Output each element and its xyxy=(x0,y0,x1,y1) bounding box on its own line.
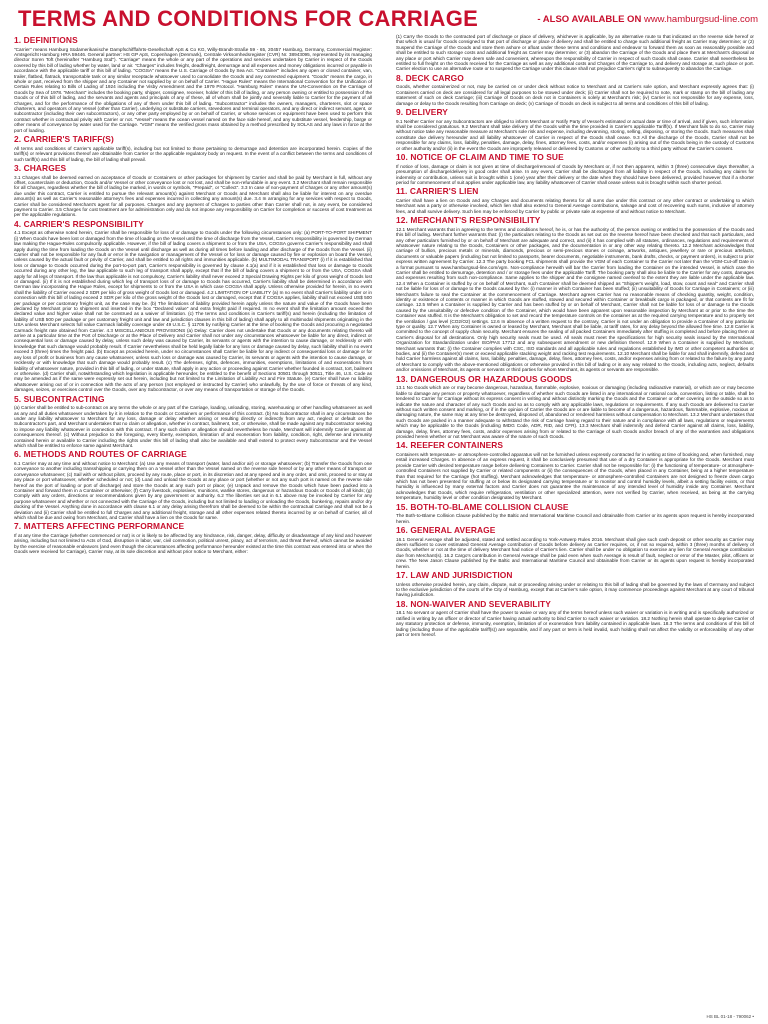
section-text: 4.1 Except as otherwise noted herein, Carrier shall be responsible for loss of or damage to Goods under the following circumstances only: (a) PORT-TO-PORT SHIPMENT (i) When Goods have been lost or damaged from the time of loading on the Vessel until the time of discharge from the Vessel, Carrier's responsibility is governed by German law making the Hague-Rules compulsorily applicable. However, if the bill of lading covers a shipment to or from the USA, COGSA governs Carrier's responsibility and shall apply during the time from loading the Goods on the Vessel until discharge as well as during all times before loading and after discharge of the Goods from the Vessel. (ii) Carrier shall not be responsible for any fault or error in the navigation or management of the Vessel or for loss or damage caused by fire or explosion on board the Vessel, unless caused by the actual fault or privity of Carrier, and shall be entitled to all rights and immunities applicable. (b) MULTIMODAL TRANSPORT (i) If it is established that loss or damage to Goods occurred during the port-to-port part, Carrier's responsibility is governed by clause 4.1(a) and if it is established that loss or damage to Goods occurred during any other leg, the law applicable to such leg of transport shall apply, except that if the bill of lading covers a shipment to or from the USA, COGSA shall apply for all legs of transport. If the law thus applicable is not compulsory, Carrier's liability shall never exceed 2 Special Drawing Rights per kilo of gross weight of Goods lost or damaged. (ii) If it is not established during which leg of transport loss of or damage to Goods has occurred, Carrier's liability shall be determined in accordance with German law incorporating the Hague Rules, except for shipments to or from the USA in which case COGSA shall apply. Unless otherwise provided for herein, in no event shall the liability of Carrier exceed 2 SDR per kilo of gross weight of Goods lost or damaged. 4.2 LIMITATION OF LIABILITY (a) In no event shall Carrier's liability under or in connection with this bill of lading exceed 2 SDR per kilo of the gross weight of the Goods lost or damaged, except that if COGSA applies, liability shall not exceed US$ 500 per package or per customary freight unit, as the case may be. (b) The limitations of liability provided herein apply unless the nature and value of the Goods have been declared by Merchant prior to shipment and inserted in the box "Declared value" and extra freight paid if required. In no event shall the limitation amount exceed the declared value and higher value shall not be construed as a waiver of limitation. (c) The terms and conditions in Carrier's tariff(s) and herein (including the limitation of liability of US$ 500 per package or per customary freight unit and law and jurisdiction clauses in this bill of lading) shall apply to all multimodal shipments originating in the USA unless Merchant selects full value Carmack liability coverage under 49 U.S.C. § 11706 by notifying Carrier at the time of booking the Goods and procuring a negotiated Carmack freight rate obtained from Carrier. 4.3 MISCELLANEOUS PROVISIONS (a) Delay: Carrier does not undertake that Goods or any documents relating thereto will arrive at a particular time at the Port of Discharge or at the Place of Delivery and Carrier shall not under any circumstances whatsoever be liable for any direct, indirect or consequential loss or damage caused by delay, unless such delay was caused by Carrier, its servants or agents with the intention to cause damage, or recklessly or with knowledge that such damage would probably result. If Carrier nevertheless shall be held legally liable for any loss or damage caused by delay, such liability shall in no event exceed 3 (three) times the freight paid. (b) Except as provided herein, under no circumstances shall Carrier be liable for any indirect or consequential loss or damage or for any loss of profit or business from any cause whatsoever, unless such loss or damage was caused by Carrier, its servants or agents with the intention to cause damage, or recklessly or with knowledge that such damage would probably result. (c) The defenses, rights, defences, immunities, exemptions, limitations of and exonerations from liability of whatsoever nature, provided in this bill of lading, or under statute, shall apply in any action or proceeding against Carrier whether founded in contract, tort, bailment or otherwise. (d) Carrier shall, notwithstanding which legislation is applicable hereunder, be entitled to the benefit of Sections 30501 through 30511, Title 46, U.S. Code as may be amended as if the same were expressly set out herein, including but not limited to the Limitation of Liability Act and Fire Statute. (e) Carrier shall have no liability whatsoever arising out of or in connection with the acts of any person (not employed or instructed by Carrier) who unlawfully, by the use of force or threats of any kind, damages, seizes, or exercises control over the Goods, over any Subcontractor, or over any means of transportation or storage of the Goods. xyxy=(14,230,372,393)
section-heading: 3. CHARGES xyxy=(14,162,67,173)
section-methods-and-routes xyxy=(14,450,372,520)
form-code: HS BL 01-18 - 790062 • xyxy=(706,1014,754,1019)
section-subcontracting xyxy=(14,395,372,449)
header xyxy=(18,6,758,32)
section-carriers-responsibility xyxy=(14,220,372,393)
section-text: 3.1 Charges shall be deemed earned on acceptance of Goods or Containers or other packages for shipment by Carrier and shall be paid by Merchant in full, without any offset, counterclaim or deduction, Goods and/or Vessel or other conveyance lost or not lost, and shall be non-refundable in any event. 3.2 Merchant shall remain responsible for all Charges, regardless whether the bill of lading be marked, in words or symbols, "Prepaid", or "Collect". 3.3 In case of non-payment of Charges or any other amount(s) due under this contract, Carrier is entitled to pursue the relevant amount(s) against Merchant or Goods and Merchant shall also be liable for interest on any overdue amount(s) as well as Carrier's reasonable attorney's fees and expenses incurred in collecting any amount(s) due. 3.4 In arranging for any services with respect to Goods, Carrier shall be considered Merchant's agent for all purposes. Charges and any payment of Charges to parties other than Carrier shall not, in any event, be considered payment to Carrier. 3.5 Charges for cost treatment are for administration only and do not impose any responsibility on Carrier for completion or success of cost treatment as per the applicable regulations. xyxy=(14,174,372,218)
section-text: 9.1 Neither Carrier nor any Subcontractors are obliged to inform Merchant or Notify Party of Vessel's estimated or actual date or time of arrival, and if given, such information shall be considered gratuitous. 9.2 Merchant shall take delivery of the Goods within the time provided in Carrier's applicable Tariff(s). If Merchant fails to do so, Carrier may without notice take any reasonable measure at Merchant's sole risk and expense, including devanning, storing, selling, disposing, or storing the Goods. Such measures shall constitute due delivery hereunder and all liability whatsoever of Carrier in respect of the Goods shall cease. 9.3 All the discharge of the Goods, Carrier shall not be responsible for any claims, loss, liability, penalties, damage, delay, fines, attorney fees, costs, and/or expenses (i) arising out of the Goods being in the custody of Customs or other authority and/or (ii) in the event the Goods are improperly released or delivered by Customs or other authority to a third party without the Carrier's consent. xyxy=(396,118,754,151)
section-heading: 5. SUBCONTRACTING xyxy=(14,393,105,404)
section-non-waiver xyxy=(396,600,754,638)
section-carriers-tariff xyxy=(14,135,372,162)
section-text: Goods, whether containerized or not, may be carried on or under deck without notice to Merchant and at Carrier's sole option, and Merchant expressly agrees that: (i) Containers carried on deck are considered for all legal purposes to be stowed under deck; (ii) Carrier shall not be required to note, mark or stamp on the bill of lading any statement of such on deck Carriage; (iii) Carriage of Goods on deck not in Containers is solely at Merchant's risk; (iv) Carrier is not responsible for any expense, loss, damage or delay to the Goods resulting from Carriage on deck; (v) Carriage of Goods on deck is subject to all terms and conditions of this bill of lading. xyxy=(396,84,754,106)
right-column xyxy=(396,34,754,1012)
section-heading: 1. DEFINITIONS xyxy=(14,35,78,45)
section-text: Unless otherwise provided herein, any claim, dispute, suit or proceeding arising under or relating to this bill of lading shall be governed by the laws of Germany and subject to the exclusive jurisdiction of the courts of the City of Hamburg, except that at Carrier's sole option, it may commence proceedings against Merchant at any court of tribunal having jurisdiction. xyxy=(396,581,754,598)
section-heading: 15. BOTH-TO-BLAME COLLISION CLAUSE xyxy=(396,501,569,512)
section-notice-of-claim xyxy=(396,153,754,185)
section-heading: 12. MERCHANT'S RESPONSIBILITY xyxy=(396,215,541,226)
section-heading: 8. DECK CARGO xyxy=(396,72,464,83)
section-heading: 14. REEFER CONTAINERS xyxy=(396,440,504,451)
section-text: 18.1 No servant or agent of Carrier shall have the power to waive or vary any of the terms hereof unless such waiver or variation is in writing and is specifically authorized or ratified in writing by an officer or director of Carrier having actual authority to bind Carrier to such waiver or variation. 18.2 Nothing herein shall operate to deprive Carrier of any statutory protection or defense, immunity, exemption, limitation of or exoneration from liability contained in applicable laws. 18.3 The terms and conditions of this bill of lading (including those of the applicable tariff(s)) are separable, and if any part or term is held invalid, such holding shall not affect the validity or enforceability of any other part or term hereof. xyxy=(396,610,754,638)
section-reefer-containers xyxy=(396,441,754,500)
section-heading: 17. LAW AND JURISDICTION xyxy=(396,570,513,581)
section-matters-affecting-performance xyxy=(14,522,372,554)
section-both-to-blame xyxy=(396,503,754,524)
section-matters-affecting-performance-continued xyxy=(396,34,754,72)
section-text: Carrier shall have a lien on Goods and any Charges and documents relating thereto for all sums due under this contract or any other contract or undertaking to which Merchant was a party or otherwise involved, which lien shall also extend to General Average contributions, salvage and cost of recovering such sums, inclusive of attorney fees, and shall survive delivery. Such lien may be enforced by Carrier by public or private sale at expense of and without notice to Merchant. xyxy=(396,197,754,214)
section-text: 16.1 General Average shall be adjusted, stated and settled according to York-Antwerp Rules 2016. Merchant shall give such cash deposit or other security as Carrier may deem sufficient to cover estimated General Average contribution of Goods before delivery as Carrier requires, or, if not so required, within 3 (three) months of delivery of Goods, whether or not at the time of delivery Merchant had notice of Carrier's lien. Carrier shall be under no obligation to exercise any lien for General Average contribution due from Merchant(s). 16.2 Cargo's contribution in General Average shall be paid even when such Average is result of fault, neglect or error of the Master, pilot, officers or crew. The New Jason Clause published by the Baltic and International Maritime Council and obtainable from Carrier or its agents upon request is hereby incorporated herein. xyxy=(396,536,754,569)
section-text: The Both-to-Blame Collision Clause published by the Baltic and International Maritime Council and obtainable from Carrier or its agents upon request is hereby incorporated herein. xyxy=(396,513,754,524)
section-text: All terms and conditions of Carrier's applicable tariff(s), including but not limited to those pertaining to demurrage and detention are incorporated herein. Copies of the tariff(s) or relevant provisions thereof are obtainable from Carrier or the applicable regulatory body on request. In the event of a conflict between the terms and conditions of such tariff(s) and this bill of lading, the bill of lading shall prevail. xyxy=(14,145,372,162)
section-text: If notice of loss, damage or claim is not given at time of discharge/removal of Goods by Merchant or, if not then apparent, within 3 (three) consecutive days thereafter, a presumption of discharge/delivery in good order shall arise. In any event, Carrier shall be discharged from all liability in respect of the Goods, including any claims for indemnity or contribution, unless suit is brought within 1 (one) year after their delivery or the date when they should have been delivered, provided however that if a shorter period for commencement of suit applies under applicable law, any liability whatsoever of Carrier shall cease unless suit is brought within such shorter period. xyxy=(396,163,754,185)
section-heading: 18. NON-WAIVER AND SEVERABILITY xyxy=(396,598,551,609)
section-heading: 7. MATTERS AFFECTING PERFORMANCE xyxy=(14,521,185,532)
section-text: 12.1 Merchant warrants that in agreeing to the terms and conditions hereof, he is, or has the authority of, the person owning or entitled to the possession of the Goods and this bill of lading. Merchant further warrants that: (i) the particulars relating to the Goods as set out on the reverse hereof have been checked and that such particulars, and any other particulars furnished by or on behalf of Merchant are adequate and correct, and (ii) it has complied with all statutes, ordinances, regulations and requirements of whatsoever nature relating to the Goods, Containers or other packages, and the documentation in or any other way relating thereto. 12.2 Merchant acknowledges that carriage of bullion, precious metals or minerals, diamonds, precious or semi-precious stones or coinage, artworks, antiques, jewellery or rare or precious artefacts, documents or valuable papers (including but not limited to passports, bearer documents, negotiable instruments, bank drafts, checks, or payment orders), is subject to prior express written agreement by Carrier. 12.3 The party booking FCL shipments shall provide the VGM of each Container to the Carrier not later than the VGM-Cut-off Date in a format pursuant to www.hamburgsud-line.com/vgm. Non-compliance herewith will bar the Carrier from loading the Container on the intended Vessel, in which case the Carrier shall be entitled to demurrage, detention and / or storage fees under the applicable Tariff. The booking party shall also be liable to the Carrier for any costs, damages and expenses resulting from such non-compliance. Same applies to the shipper and the consignee named overleaf to the extent they are liable under the applicable law. 12.4 When a Container is stuffed by or on behalf of Merchant, such Container shall be deemed shipped as "Shipper's weight, load, stow, count and seal" and Carrier shall not be liable for loss of or damage to the Goods caused by the: (i) manner in which Container has been stuffed; (ii) unsuitability of Goods for Carriage in Containers; or (iii) Merchant's failure to seal the Container at the commencement of Carriage. Merchant agrees Carrier has no reasonable means of checking quantity, weight, condition, identity or existence of contents or manner in which Goods are stuffed, stowed and secured within Container or breakbulk cargo is packaged, or that contents are fit for carriage. 12.5 When a Container is supplied by Carrier and has been stuffed by or on behalf of Merchant, Carrier shall not be liable for loss of or damage to the Goods caused by the unsuitability or defective condition of the Container, which would have been apparent upon reasonable inspection by Merchant at or prior to the time the Container was stuffed. It is the Merchant's obligation to set and record the temperature controls on the container as at the required carrying temperature and to properly set the ventilation / gas level (CO2/O2) settings. 12.6 In absence of a written request to the contrary, Carrier is not under an obligation to provide a Container of any particular type or quality. 12.7 When any Container is owned or leased by Merchant, Merchant shall be liable, at tariff rates, for any delay beyond the allowed free time. 12.8 Carrier is committed to the concept of supply chain security. Merchant ensures the sealing of all packed Containers immediately after stuffing is completed and before placing them at Carrier's disposal for all destinations. Only high security seals must be used. All seals must meet the specifications for high security seals issued by the International Organization for Standardization under ISO/PAS 17712 and any subsequent amendment or new definition thereof. 12.9 When a Container is supplied by Merchant, Merchant warrants that: (i) the Container complies with CSC, ISO standards and all applicable rules and regulations established by IMO or other competent authorities or bodies, and (ii) the Container(s) meet or exceed applicable stacking weight and racking test requirements. 12.10 Merchant shall be liable for and shall indemnify, defend and hold Carrier harmless against all claims, loss, liability, penalties, damage, delay, fines, attorney fees, costs, and/or expenses arising from or related to the failure by any party of Merchant to comply with the above-mentioned obligations or otherwise provided in this bill of lading or in any way related to the Goods, including acts, neglect, defaults and/or omissions of Merchant, its agents or servants or third parties for whom Merchant, its agents or servants are responsible. xyxy=(396,226,754,373)
section-text: (a) Carrier shall be entitled to sub-contract on any terms the whole or any part of the Carriage, loading, unloading, storing, warehousing or other handling whatsoever as well as any and all duties whatsoever undertaken by it in relation to the Goods or Containers or performance of this contract. (b) No Subcontractor shall in any circumstances be under any liability whatsoever to Merchant for any loss, damage or delay whether arising or resulting directly or indirectly from any act, neglect or default on the Subcontractor's part, and Merchant undertakes that no claim or allegation, whether in contract, bailment, tort, or otherwise, shall be made against any Subcontractor seeking to impose any liability whatsoever in connection with this contract. If any such claim or allegation should nevertheless be made, Merchant will indemnify Carrier against all consequences thereof. (c) Without prejudice to the foregoing, every liberty, exemption, limitation of and exoneration from liability, condition, right, defense and immunity contained herein or available to Carrier including the rights under this bill of lading shall also be available and shall extend to protect every Subcontractor and the Vessel which shall be entitled to enforce same against Merchant. xyxy=(14,405,372,448)
section-merchants-responsibility xyxy=(396,216,754,373)
section-text: (1) Carry the Goods to the contracted port of discharge or place of delivery, whichever is applicable, by an alternative route to that indicated on the reverse side hereof or that which is usual for Goods consigned to that port of discharge or place of delivery and shall be entitled to charge such additional freight as Carrier may determine; or (2) Suspend the Carriage of the Goods and store them ashore or afloat under these terms and conditions and endeavor to forward them as soon as reasonably possible and shall be entitled to such storage costs and additional freight as Carrier may determine; or (3) abandon the Carriage of the Goods and place them at Merchant's disposal at any place or port which Carrier may deem safe and convenient, whereupon the responsibility of Carrier in respect of such Goods shall cease. Carrier shall nevertheless be entitled to full freight on the Goods received for the Carriage as well as any additional costs and Charges of the Carriage to, and delivery and storage at, such place or port. Carrier election to use an alternative route or to suspend the Carriage under this clause shall not prejudice Carrier's right to subsequently to abandon the Carriage. xyxy=(396,34,754,72)
page-title: TERMS AND CONDITIONS FOR CARRIAGE xyxy=(18,6,479,31)
section-text: 6.1 Carrier may at any time and without notice to Merchant: (a) Use any means of transport (water, land and/or air) or storage whatsoever; (b) Transfer the Goods from one conveyance to another including transshipping or carrying them on a Vessel other than the Vessel named on the reverse side hereof or by any other means of transport or conveyance whatsoever; (c) Sail with or without pilots, proceed by any route, place or port, in its discretion and at any speed and in any order, and omit, proceed to or stay at any place or port whatsoever, whether scheduled or not; (d) Load and unload the Goods at any place or port (whether or not any such port is named on the reverse side hereof as the port of loading or port of discharge) and store the Goods at any such port or place; (e) Unpack and remove the Goods which have been packed into a Container and forward them in a Container or otherwise; (f) Carry livestock, explosives, munitions, warlike stores, dangerous or hazardous Goods or Goods of all kinds; (g) Comply with any orders, directions or recommendations given by any government or authority. 6.2 The liberties set out in 6.1 above may be invoked by Carrier for any purpose whatsoever and whether or not connected with the Carriage of the Goods, including but not limited to loading or unloading the Goods, bunkering, repairs and/or dry docking of the Vessel. Anything done in accordance with clause 6.1 or any delay arising therefrom shall be deemed to be within the contractual Carriage and shall not be a deviation and (ii) Carrier shall be entitled to full Charges and any additional freight, storage and all other expenses related thereto incurred by or on behalf of Carrier, all of which shall be due and owing from Merchant, and Carrier shall have a lien on the Goods for same. xyxy=(14,460,372,521)
online-availability-note xyxy=(537,14,758,25)
section-carriers-lien xyxy=(396,187,754,214)
website-link[interactable]: www.hamburgsud-line.com xyxy=(643,14,758,25)
section-text: If at any time the Carriage (whether commenced or not) is or is likely to be affected by any hindrance, risk, danger, delay, difficulty or disadvantage of any kind and however arising, including but not limited to Acts of God, disruption in labor, war, civil commotion, political unrest, piracy, act of terrorism, and threat thereof, which cannot be avoided by the exercise of reasonable endeavors (and even though the circumstances affecting performance hereunder existed at the time this contract was entered into or when the Goods were received for Carriage), Carrier may, at its sole discretion and without prior notice to Merchant, either: xyxy=(14,533,372,555)
section-delivery xyxy=(396,108,754,151)
section-heading: 2. CARRIER'S TARIFF(S) xyxy=(14,134,114,145)
section-heading: 10. NOTICE OF CLAIM AND TIME TO SUE xyxy=(396,152,564,163)
section-text: Containers with temperature- or atmosphere-controlled apparatus will not be furnished unless expressly contracted for in writing at time of booking and, when furnished, may entail increased Charges. In absence of an express request, it shall be conclusively presumed that use of a dry Container is appropriate for the Goods. Merchant must provide Carrier with desired temperature range before delivering Containers to Carrier. Carrier shall not be responsible for: (i) the functioning of temperature- or atmosphere-controlled Containers not supplied by Carrier or related components or (ii) the consequences of the Goods, when placed in any Container, being at a higher temperature than that required for the Carriage (hot stuffing). Merchant acknowledges that temperature- or atmosphere-controlled Containers are not designed to freeze down cargo which has not been presented for stuffing at or below its designated carrying temperature or to monitor and control humidity levels, albeit a setting facility exists, or that humidity is influenced by many external factors and Carrier does not guarantee the maintenance of any intended level of humidity inside any Container. Merchant acknowledges that Goods, which require refrigeration, ventilation or other specialized attention, were not verified by Carrier, when received, as being at the carrying temperature, humidity level or other condition designated by Merchant. xyxy=(396,451,754,501)
section-deck-cargo xyxy=(396,74,754,106)
section-heading: 6. METHODS AND ROUTES OF CARRIAGE xyxy=(14,449,187,460)
section-heading: 11. CARRIER'S LIEN xyxy=(396,186,479,197)
section-general-average xyxy=(396,526,754,569)
section-dangerous-goods xyxy=(396,375,754,440)
section-charges xyxy=(14,164,372,218)
section-heading: 13. DANGEROUS OR HAZARDOUS GOODS xyxy=(396,373,572,384)
section-heading: 9. DELIVERY xyxy=(396,107,448,118)
section-definitions xyxy=(14,36,372,133)
section-law-and-jurisdiction xyxy=(396,571,754,598)
section-text: 13.1 No Goods which are or may become dangerous, hazardous, flammable, explosive, noxious or damaging (including radioactive material), or which are or may become liable to damage any person or property whatsoever, regardless of whether such Goods are listed in any international or national code, convention, listing or table, shall be tendered to Carrier for Carriage without its express consent in writing and without distinctly marking the Goods and the Container or other covering on the outside so as to indicate the nature and character of any such Goods and so as to comply with any applicable laws, regulations or requirements. If any such Goods are delivered to Carrier without such written consent and marking, or if in the opinion of Carrier the Goods are or are liable to become of a dangerous, hazardous, flammable, explosive, noxious or damaging nature, the same may at any time be destroyed, disposed of, abandoned or rendered harmless without compensation to Merchant. 13.2 Merchant undertakes that such Goods are packed in a manner adequate to withstand the risk of Carriage having regard to their nature and in compliance with all laws, regulations or requirements which may be applicable to the Goods (including IMDG Code, ADR, RID, and CFR). 13.3 Merchant shall indemnify and defend Carrier against all claims, loss, liability, damage, delay, fines, attorney fees, costs, and/or expenses arising from or related to the Carriage of such Goods and/or breach of any of the warranties and obligations provided herein whether or not Merchant was aware of the nature of such Goods. xyxy=(396,385,754,439)
section-heading: 16. GENERAL AVERAGE xyxy=(396,525,496,535)
left-column xyxy=(14,34,372,1012)
section-heading: 4. CARRIER'S RESPONSIBILITY xyxy=(14,218,144,229)
section-text: "Carrier" means Hamburg Südamerikanische Dampfschifffahrts-Gesellschaft ApS & Co KG, Willy-Brandt-Straße 59 - 65, 20457 Hamburg, Germany, Commercial Register: Amtsgericht Hamburg HRA 59446. General partner: HS GP ApS, Copenhagen (Denmark), Centrale Virksomhedsregister (CVR) Nr. 38943095, represented by its managing director Soren Toft (hereinafter "Hamburg Süd"). "Carriage" means the whole or any part of the operations and services undertaken by Carrier in respect of the Goods covered by this bill of lading whether by water, land or air. "Charges" includes freight, deadfreight, demurrage and all expenses and money obligations incurred or payable in accordance with the applicable tariff or this bill of lading. "COGSA" means the U.S. Carriage of Goods by Sea Act. "Container" includes any open or closed container, van, trailer, flatbed, flatrack, transportable tank or any similar receptacle whatsoever used to consolidate the Goods and any connected equipment. "Goods" means the cargo, in whole or part, received from the shipper and any Container not supplied by or on behalf of Carrier. "Hague Rules" means the International Convention for the Unification of Certain Rules relating to Bills of Lading of 1924 including the Visby Amendment and the 1979 Protocol. "Hamburg Rules" means the UN-Convention on the Carriage of Goods by Sea of 1978. "Merchant" includes the booking party, shipper, consignee, receiver, holder of this bill of lading, or any person owning or entitled to possession of the Goods or of this bill of lading, and the servants and agents and principals of any of these, all of whom shall be jointly and severally liable to Carrier for the payment of all Charges, and for the performance of the obligations of any of them under this bill of lading. "Subcontractor" includes the owners, managers, charterers, slot or space charterers, and operators of any Vessel (other than Carrier), underlying or substitute carriers, stevedores and terminal operators, and any direct or indirect servant, agent, or subcontractor (including their own subcontractors), or any other party employed by or on behalf of Carrier, or whose services or equipment have been used to perform this contract whether in contractual privity with Carrier or not. "Vessel" means the ocean vessel named on the face side hereof, and any substitute vessel, feedership, barge or other means of conveyance by water used for the Carriage. "VGM" means the verified gross mass obtained by a method prescribed by SOLAS and any laws in force at the port of loading. xyxy=(14,46,372,133)
online-prefix: - ALSO AVAILABLE ON xyxy=(537,14,644,25)
